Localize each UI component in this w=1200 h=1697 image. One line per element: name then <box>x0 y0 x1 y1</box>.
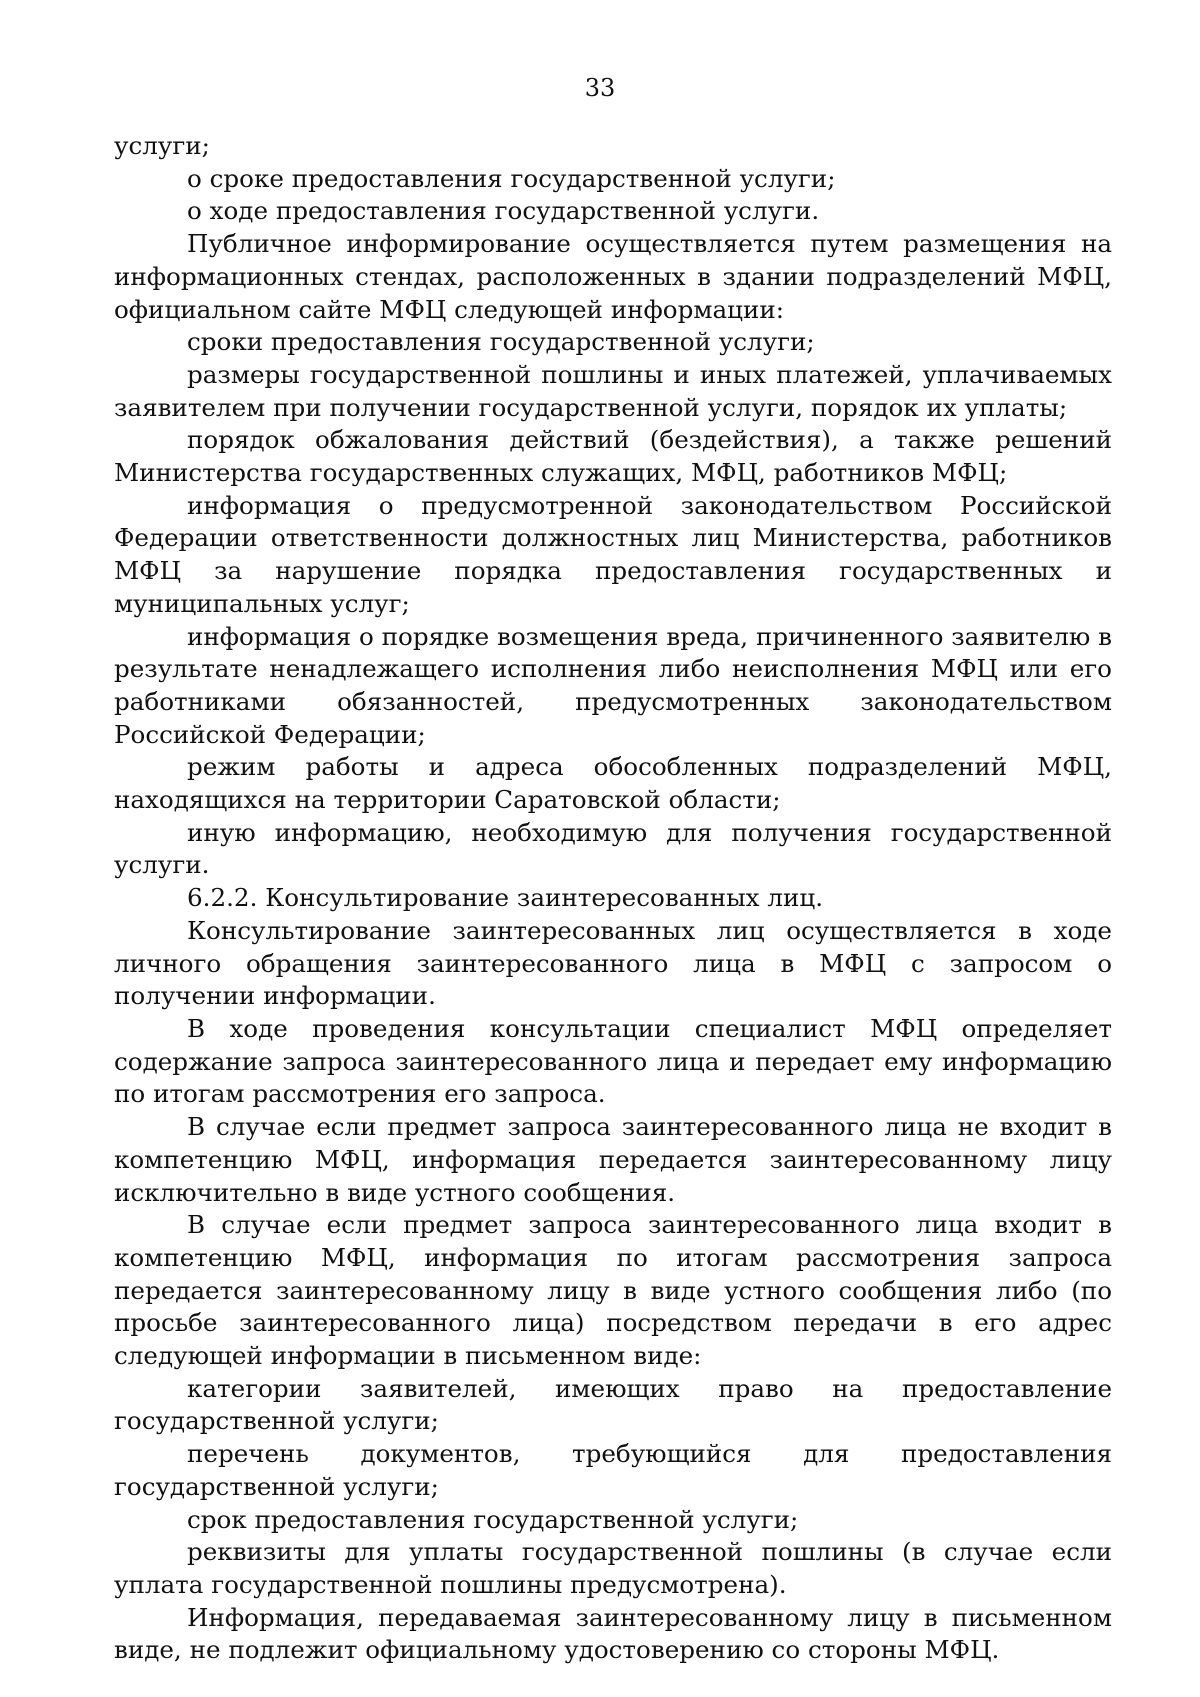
paragraph: информация о порядке возмещения вреда, причиненного заявителю в результате ненадлежащего исполнения либо неисполнения МФЦ или его работниками обязанностей, предусмотренных законодательством Российской Федерации; <box>114 621 1112 749</box>
paragraph: режим работы и адреса обособленных подразделений МФЦ, находящихся на территории Саратовской области; <box>114 752 1112 815</box>
paragraph-continuation: услуги; <box>114 131 210 160</box>
paragraph: информация о предусмотренной законодательством Российской Федерации ответственности должностных лиц Министерства, работников МФЦ за нарушение порядка предоставления государственных и муниципальных услуг; <box>114 490 1112 618</box>
section-heading: 6.2.2. Консультирование заинтересованных лиц. <box>187 883 824 913</box>
paragraph: срок предоставления государственной услуги; <box>187 1504 799 1534</box>
paragraph: о сроке предоставления государственной услуги; <box>187 163 836 193</box>
document-body <box>114 130 1112 1667</box>
paragraph: сроки предоставления государственной услуги; <box>187 327 815 357</box>
paragraph: Публичное информирование осуществляется путем размещения на информационных стендах, расположенных в здании подразделений МФЦ, официальном сайте МФЦ следующей информации: <box>114 229 1112 324</box>
paragraph: В случае если предмет запроса заинтересованного лица не входит в компетенцию МФЦ, информация передается заинтересованному лицу исключительно в виде устного сообщения. <box>114 1112 1112 1207</box>
paragraph: перечень документов, требующийся для предоставления государственной услуги; <box>114 1439 1112 1501</box>
paragraph: порядок обжалования действий (бездействия), а также решений Министерства государственных служащих, МФЦ, работников МФЦ; <box>114 425 1112 488</box>
paragraph: Консультирование заинтересованных лиц осуществляется в ходе личного обращения заинтересованного лица в МФЦ с запросом о получении информации. <box>114 915 1112 1011</box>
page-number: 33 <box>584 74 616 102</box>
paragraph: В случае если предмет запроса заинтересованного лица входит в компетенцию МФЦ, информация по итогам рассмотрения запроса передается заинтересованному лицу в виде устного сообщения либо (по просьбе заинтересованного лица) посредством передачи в его адрес следующей информации в письменном виде: <box>114 1210 1112 1371</box>
paragraph: реквизиты для уплаты государственной пошлины (в случае если уплата государственной пошлины предусмотрена). <box>114 1537 1112 1599</box>
paragraph: категории заявителей, имеющих право на предоставление государственной услуги; <box>114 1373 1112 1436</box>
paragraph: Информация, передаваемая заинтересованному лицу в письменном виде, не подлежит официальному удостоверению со стороны МФЦ. <box>114 1602 1112 1665</box>
paragraph: иную информацию, необходимую для получения государственной услуги. <box>114 817 1112 880</box>
paragraph: о ходе предоставления государственной услуги. <box>187 196 820 226</box>
paragraph: В ходе проведения консультации специалист МФЦ определяет содержание запроса заинтересованного лица и передает ему информацию по итогам рассмотрения его запроса. <box>114 1013 1112 1109</box>
paragraph: размеры государственной пошлины и иных платежей, уплачиваемых заявителем при получении государственной услуги, порядок их уплаты; <box>114 359 1112 422</box>
